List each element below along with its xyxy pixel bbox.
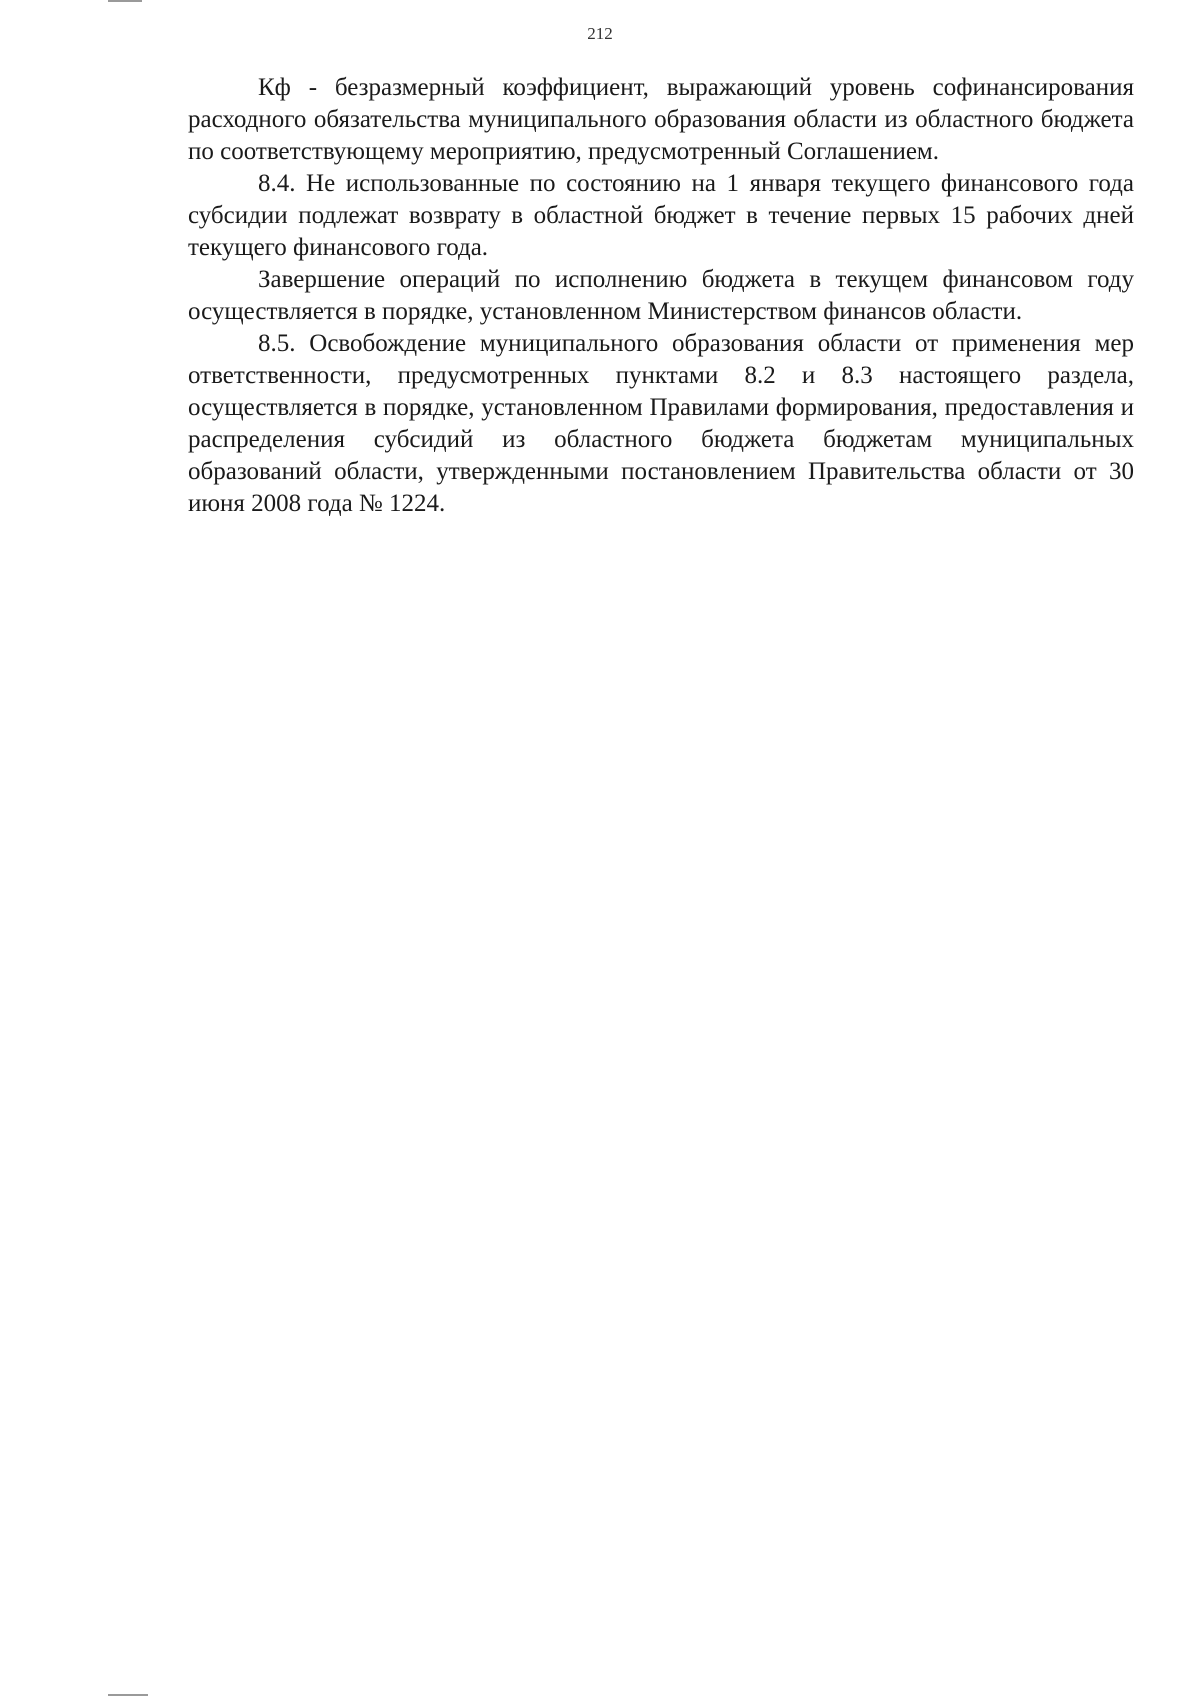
- scan-artifact-top: [108, 0, 142, 2]
- paragraph-budget-completion: Завершение операций по исполнению бюджета в текущем финансовом году осуществляется в порядке, установленном Министерством финансов области.: [188, 266, 1134, 325]
- paragraph-kf-definition: Кф - безразмерный коэффициент, выражающий уровень софинансирования расходного обязательства муниципального образования области из областного бюджета по соответствующему мероприятию, предусмотренный Соглашением.: [188, 74, 1134, 165]
- document-body: [188, 72, 1134, 520]
- paragraph-8-4: 8.4. Не использованные по состоянию на 1 января текущего финансового года субсидии подлежат возврату в областной бюджет в течение первых 15 рабочих дней текущего финансового года.: [188, 170, 1134, 261]
- page-number: 212: [587, 24, 613, 43]
- paragraph-8-5: 8.5. Освобождение муниципального образования области от применения мер ответственности, предусмотренных пунктами 8.2 и 8.3 настоящего раздела, осуществляется в порядке, установленном Правилами формирования, предоставления и распределения субсидий из областного бюджета бюджетам муниципальных образований области, утвержденными постановлением Правительства области от 30 июня 2008 года № 1224.: [188, 330, 1134, 517]
- scan-artifact-bottom: [108, 1694, 148, 1696]
